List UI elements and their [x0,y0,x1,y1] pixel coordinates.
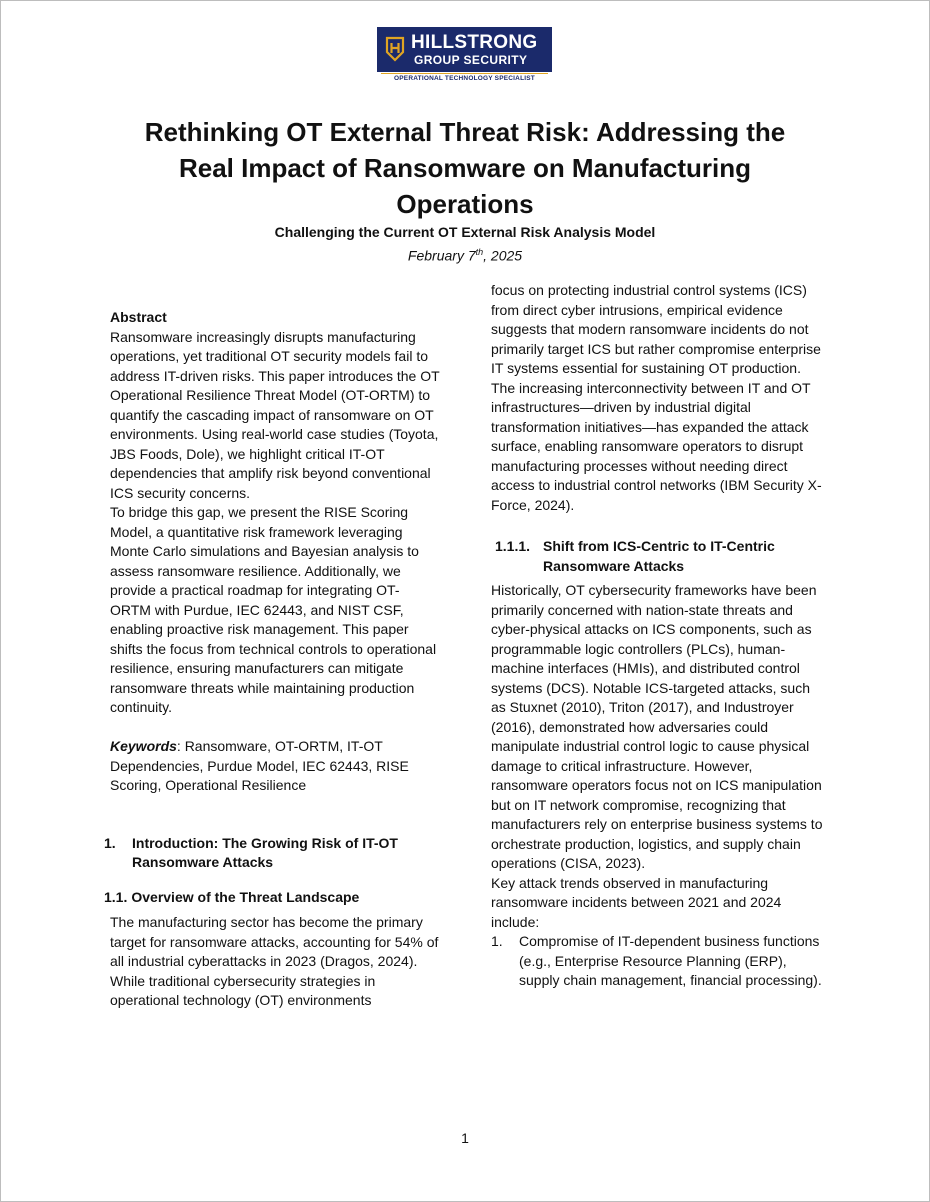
logo-banner [377,27,552,72]
date-text: February 7 [407,247,476,264]
company-logo [377,27,552,85]
document-subtitle: Challenging the Current OT External Risk Analysis Model [274,224,656,240]
body-paragraph: The manufacturing sector has become the primary target for ransomware attacks, accounting for 54% of all industrial cyberattacks in 2023 (Dragos, 2024). While traditional cybersecurity strategies in operational technology (OT) environments [110,914,439,1008]
body-paragraph: Key attack trends observed in manufacturing ransomware incidents between 2021 and 2024 include: [491,874,782,930]
title-line: Operations [396,189,534,219]
shield-h-icon [385,36,405,62]
logo-name: HILLSTRONG [411,32,538,53]
right-column [491,281,826,991]
body-paragraph: focus on protecting industrial control systems (ICS) from direct cyber intrusions, empirical evidence suggests that modern ransomware incidents do not primarily target ICS but rather compromise enterprise IT systems essential for sustaining OT production. The increasing interconnectivity between IT and OT infrastructures—driven by industrial digital transformation initiatives—has expanded the attack surface, enabling ransomware operators to disrupt manufacturing processes without needing direct access to industrial control networks (IBM Security X-Force, 2024). [491,282,822,513]
page-number: 1 [461,1130,469,1146]
section-title: Introduction: The Growing Risk of IT-OT Ransomware Attacks [132,834,398,870]
logo-subname: GROUP SECURITY [414,53,528,67]
abstract-paragraph: To bridge this gap, we present the RISE Scoring Model, a quantitative risk framework leveraging Monte Carlo simulations and Bayesian analysis to assess ransomware resilience. Additionally, we provide a practical roadmap for integrating OT-ORTM with Purdue, IEC 62443, and NIST CSF, enabling proactive risk management. This paper shifts the focus from technical controls to operational resilience, ensuring manufacturers can mitigate ransomware threats while maintaining production continuity. [110,504,437,715]
abstract-paragraph: Ransomware increasingly disrupts manufacturing operations, yet traditional OT security models fail to address IT-driven risks. This paper introduces the OT Operational Resilience Threat Model (OT-ORTM) to quantify the cascading impact of ransomware on OT environments. Using real-world case studies (Toyota, JBS Foods, Dole), we highlight critical IT-OT dependencies that amplify risk beyond conventional ICS security concerns. [110,328,440,501]
subsection-title: Overview of the Threat Landscape [131,888,360,905]
keywords [110,737,440,796]
list-item [491,932,826,991]
document-date [90,242,840,266]
body-paragraph: Historically, OT cybersecurity frameworks have been primarily concerned with nation-state threats and cyber-physical attacks on ICS components, such as programmable logic controllers (PLCs), human-machine interfaces (HMIs), and distributed control systems (DCS). Notable ICS-targeted attacks, such as Stuxnet (2010), Triton (2017), and Industroyer (2016), demonstrated how adversaries could manipulate industrial control logic to cause physical damage to critical infrastructure. However, ransomware operators focus not on ICS manipulation but on IT network compromise, recognizing that manufacturers rely on enterprise business systems to orchestrate production, logistics, and supply chain operations (CISA, 2023). [491,582,823,871]
logo-rule [381,73,548,74]
document-title [90,114,840,222]
keywords-text: : Ransomware, OT-ORTM, IT-OT Dependencies, Purdue Model, IEC 62443, RISE Scoring, Operational Resilience [110,738,409,793]
subsection-heading [104,888,440,908]
subsubsection-number: 1.1.1. [495,538,531,554]
list-item-number: 1. [491,933,503,949]
subsection-number: 1.1. [104,888,128,905]
keywords-label: Keywords [110,738,177,754]
attack-trends-list [491,932,826,991]
section-heading [104,834,440,873]
list-item-text: Compromise of IT-dependent business functions (e.g., Enterprise Resource Planning (ERP), supply chain management, financial processing). [519,933,822,988]
left-column [104,308,440,1011]
title-line: Rethinking OT External Threat Risk: Addressing the [144,117,786,147]
section-number: 1. [104,834,116,851]
logo-tagline: OPERATIONAL TECHNOLOGY SPECIALIST [394,75,535,82]
abstract-heading: Abstract [110,309,167,325]
title-line: Real Impact of Ransomware on Manufacturing [178,153,752,183]
date-year: , 2025 [483,247,523,264]
subsubsection-title: Shift from ICS-Centric to IT-Centric Ransomware Attacks [543,538,775,574]
subsubsection-heading [491,537,826,576]
date-ordinal: th [475,247,484,257]
